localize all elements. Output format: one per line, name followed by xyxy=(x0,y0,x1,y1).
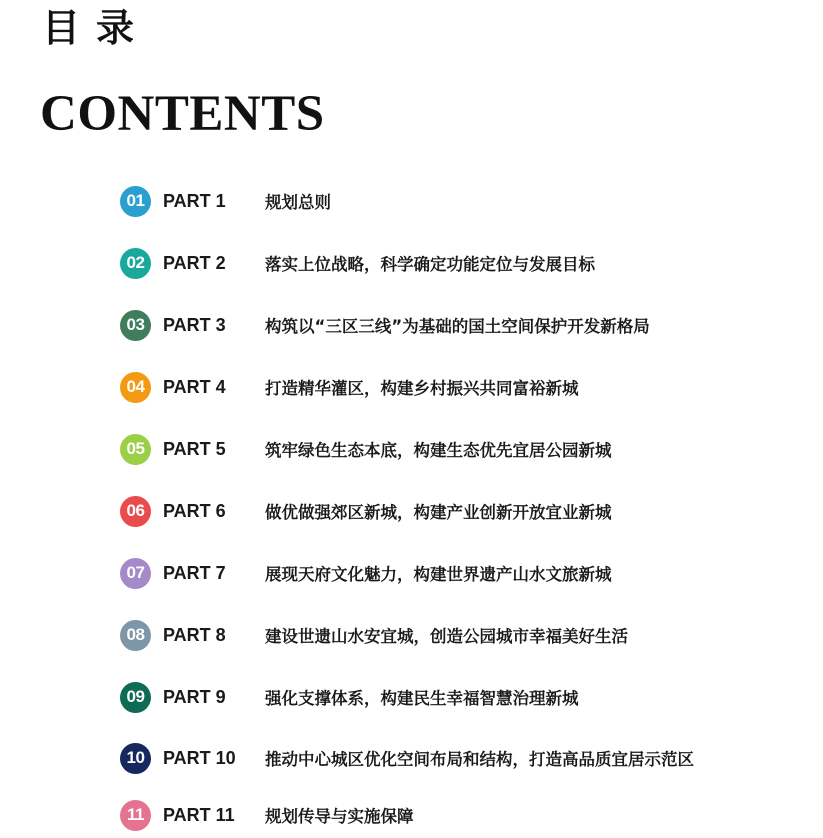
toc-item[interactable] xyxy=(120,738,810,778)
part-number-badge: 11 xyxy=(120,800,151,831)
toc-item-title: 规划总则 xyxy=(265,193,331,212)
part-label: PART 5 xyxy=(163,438,226,459)
part-label: PART 3 xyxy=(163,314,226,335)
part-number-badge: 07 xyxy=(120,558,151,589)
part-number-badge: 01 xyxy=(120,186,151,217)
toc-item-title: 展现天府文化魅力，构建世界遗产山水文旅新城 xyxy=(265,565,612,584)
toc-item[interactable] xyxy=(120,181,810,221)
page-title-cn: 目录 xyxy=(42,6,151,50)
toc-item-title: 推动中心城区优化空间布局和结构，打造高品质宜居示范区 xyxy=(265,750,694,769)
toc-item-title: 打造精华灌区，构建乡村振兴共同富裕新城 xyxy=(265,379,579,398)
toc-item-title: 做优做强郊区新城，构建产业创新开放宜业新城 xyxy=(265,503,612,522)
part-label: PART 6 xyxy=(163,500,226,521)
toc-item[interactable] xyxy=(120,367,810,407)
part-label: PART 1 xyxy=(163,190,226,211)
part-number-badge: 03 xyxy=(120,310,151,341)
toc-item-title: 强化支撑体系，构建民生幸福智慧治理新城 xyxy=(265,689,579,708)
toc-item-title: 筑牢绿色生态本底，构建生态优先宜居公园新城 xyxy=(265,441,612,460)
toc-item[interactable] xyxy=(120,677,810,717)
part-number-badge: 09 xyxy=(120,682,151,713)
part-number-badge: 02 xyxy=(120,248,151,279)
part-label: PART 2 xyxy=(163,252,226,273)
toc-item[interactable] xyxy=(120,553,810,593)
toc-item-title: 建设世遗山水安宜城，创造公园城市幸福美好生活 xyxy=(265,627,628,646)
part-label: PART 8 xyxy=(163,624,226,645)
toc-item[interactable] xyxy=(120,491,810,531)
toc-item[interactable] xyxy=(120,243,810,283)
toc-item[interactable] xyxy=(120,429,810,469)
part-number-badge: 10 xyxy=(120,743,151,774)
part-number-badge: 06 xyxy=(120,496,151,527)
part-number-badge: 04 xyxy=(120,372,151,403)
toc-item-title: 规划传导与实施保障 xyxy=(265,807,414,826)
part-label: PART 11 xyxy=(163,804,235,825)
toc-item-title: 构筑以“三区三线”为基础的国土空间保护开发新格局 xyxy=(265,317,650,336)
part-label: PART 4 xyxy=(163,376,226,397)
part-number-badge: 08 xyxy=(120,620,151,651)
toc-item-title: 落实上位战略，科学确定功能定位与发展目标 xyxy=(265,255,595,274)
part-label: PART 7 xyxy=(163,562,226,583)
toc-item[interactable] xyxy=(120,615,810,655)
part-number-badge: 05 xyxy=(120,434,151,465)
toc-item[interactable] xyxy=(120,795,810,835)
toc-item[interactable] xyxy=(120,305,810,345)
part-label: PART 9 xyxy=(163,686,226,707)
part-label: PART 10 xyxy=(163,747,236,768)
page-title-en: CONTENTS xyxy=(40,86,325,142)
